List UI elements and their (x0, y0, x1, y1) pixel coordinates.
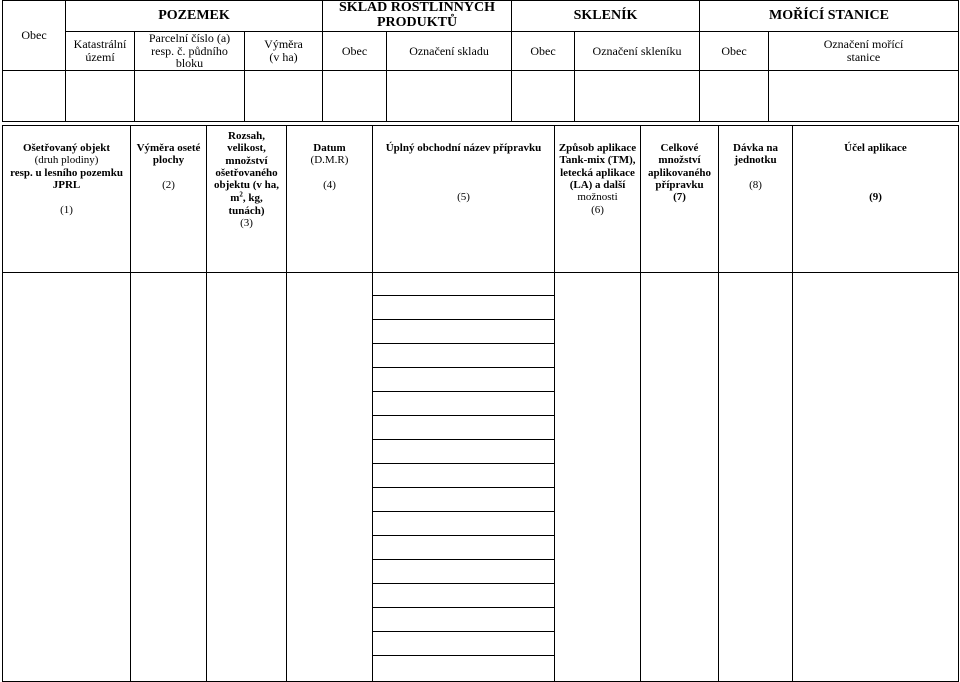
entry-line (373, 607, 554, 608)
input-cell[interactable] (575, 70, 700, 121)
sklad-group-header: SKLAD ROSTLINNÝCH PRODUKTŮ (323, 1, 512, 32)
input-cell[interactable] (3, 273, 131, 682)
stanice-oznaceni-header: Označení mořící stanice (769, 32, 959, 71)
sklad-obec-header: Obec (323, 32, 387, 71)
header-dose: Dávka na jednotku (8) (719, 126, 793, 273)
sklad-oznaceni-header: Označení skladu (387, 32, 512, 71)
sklenik-oznaceni-header: Označení skleníku (575, 32, 700, 71)
product-lines (373, 273, 554, 681)
parcelni-cislo-header: Parcelní číslo (a) resp. č. půdního bloku (135, 32, 245, 71)
input-cell[interactable] (245, 70, 323, 121)
input-cell[interactable] (66, 70, 135, 121)
input-cell[interactable] (3, 70, 66, 121)
entry-line (373, 295, 554, 296)
entry-line (373, 319, 554, 320)
input-cell[interactable] (512, 70, 575, 121)
header-sown-area: Výměra oseté plochy (2) (131, 126, 207, 273)
input-cell[interactable] (700, 70, 769, 121)
pozemek-group-header: POZEMEK (66, 1, 323, 32)
input-cell[interactable] (719, 273, 793, 682)
header-product-name: Úplný obchodní název přípravku (5) (373, 126, 555, 273)
input-cell[interactable] (131, 273, 207, 682)
entry-line (373, 487, 554, 488)
input-cell[interactable] (207, 273, 287, 682)
entry-line (373, 439, 554, 440)
header-total-amount: Celkové množství aplikovaného přípravku (7) (641, 126, 719, 273)
product-name-cell[interactable] (373, 273, 555, 682)
input-cell[interactable] (769, 70, 959, 121)
moricí-group-header: MOŘÍCÍ STANICE (700, 1, 959, 32)
entry-line (373, 583, 554, 584)
header-date: Datum (D.M.R) (4) (287, 126, 373, 273)
sklenik-group-header: SKLENÍK (512, 1, 700, 32)
input-cell[interactable] (323, 70, 387, 121)
entry-line (373, 415, 554, 416)
header-application-method: Způsob aplikace Tank-mix (TM), letecká aplikace (LA) a další možnosti (6) (555, 126, 641, 273)
input-cell[interactable] (135, 70, 245, 121)
location-table (2, 0, 959, 122)
input-cell[interactable] (641, 273, 719, 682)
input-cell[interactable] (387, 70, 512, 121)
entry-line (373, 463, 554, 464)
entry-line (373, 511, 554, 512)
application-table (2, 125, 959, 682)
input-cell[interactable] (555, 273, 641, 682)
input-cell[interactable] (287, 273, 373, 682)
entry-line (373, 655, 554, 656)
entry-line (373, 367, 554, 368)
header-purpose: Účel aplikace (9) (793, 126, 959, 273)
entry-line (373, 535, 554, 536)
stanice-obec-header: Obec (700, 32, 769, 71)
header-extent: Rozsah, velikost, množství ošetřovaného objektu (v ha, $m^2$, kg, tunách) (3) (207, 126, 287, 273)
header-treated-object: Ošetřovaný objekt (druh plodiny) resp. u lesního pozemku JPRL (1) (3, 126, 131, 273)
pozemek-obec-header: Obec (3, 1, 66, 71)
entry-line (373, 343, 554, 344)
vymera-header: Výměra (v ha) (245, 32, 323, 71)
entry-line (373, 631, 554, 632)
sklenik-obec-header: Obec (512, 32, 575, 71)
entry-line (373, 559, 554, 560)
katastralni-uzemi-header: Katastrální území (66, 32, 135, 71)
input-cell[interactable] (793, 273, 959, 682)
entry-line (373, 391, 554, 392)
